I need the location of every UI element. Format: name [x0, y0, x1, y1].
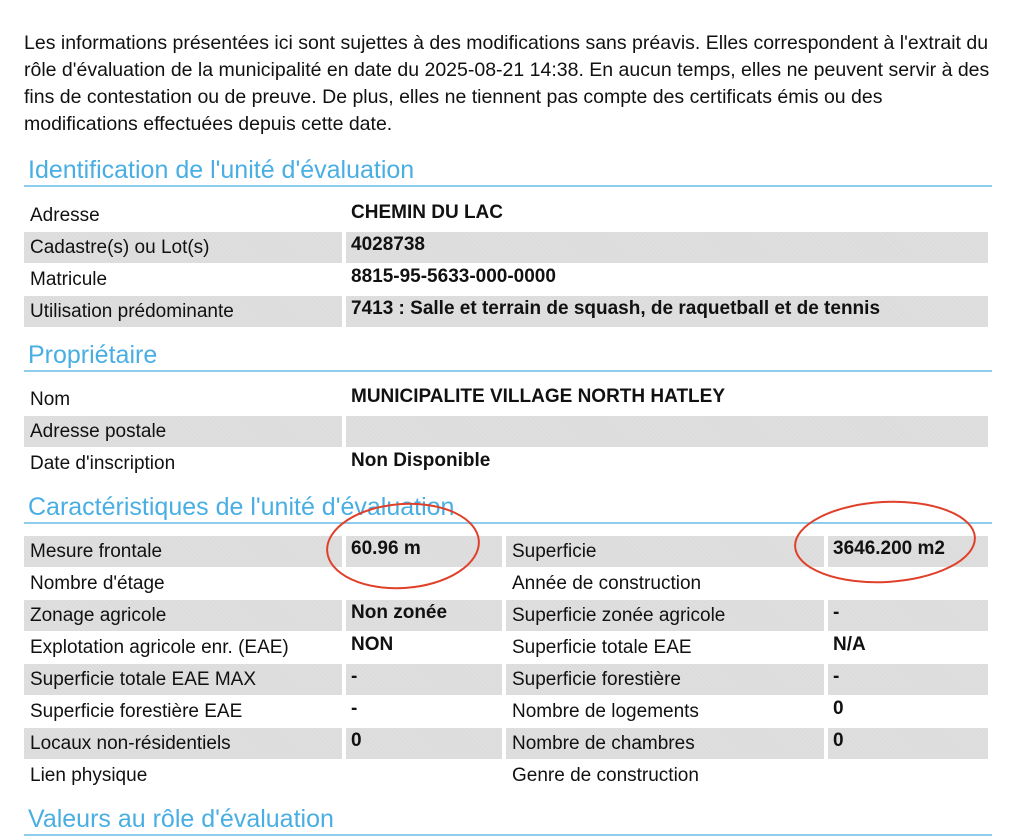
field-value	[346, 416, 988, 447]
field-value: Non zonée	[346, 600, 502, 631]
field-value	[346, 568, 502, 599]
table-row	[24, 416, 988, 447]
field-label: Explotation agricole enr. (EAE)	[30, 637, 289, 658]
disclaimer-text: Les informations présentées ici sont sujettes à des modifications sans préavis. Elles correspondent à l'extrait du rôle d'évaluation de la municipalité en date du 2025-08-21 14:38. En aucun temps, elles ne peuvent servir à des fins de contestation ou de preuve. De plus, elles ne tiennent pas compte des certificats émis ou des modifications effectuées depuis cette date.	[24, 32, 990, 135]
field-value: -	[351, 698, 358, 719]
section-title-caracteristiques: Caractéristiques de l'unité d'évaluation	[24, 492, 992, 524]
field-label: Superficie totale EAE	[512, 637, 692, 658]
table-row	[24, 232, 988, 263]
field-value: 3646.200 m2	[828, 536, 988, 567]
section-title-valeurs: Valeurs au rôle d'évaluation	[24, 804, 992, 836]
field-label: Superficie forestière EAE	[30, 701, 243, 722]
field-value: -	[828, 600, 988, 631]
field-label: Genre de construction	[512, 765, 699, 786]
field-label: Année de construction	[512, 573, 702, 594]
field-value	[828, 568, 988, 599]
field-value: 0	[833, 698, 844, 719]
field-value: Non Disponible	[351, 450, 491, 471]
table-row	[24, 632, 988, 663]
field-label: Date d'inscription	[30, 453, 176, 474]
table-row	[24, 760, 988, 791]
section-title-proprietaire: Propriétaire	[24, 340, 992, 372]
table-row	[24, 448, 988, 479]
field-label: Superficie forestière	[506, 664, 824, 695]
table-row	[24, 536, 988, 567]
field-label: Superficie	[506, 536, 824, 567]
table-row	[24, 664, 988, 695]
field-value: N/A	[833, 634, 866, 655]
table-row	[24, 264, 988, 295]
field-label: Utilisation prédominante	[24, 296, 342, 327]
field-value: 4028738	[346, 232, 988, 263]
table-row	[24, 696, 988, 727]
field-label: Locaux non-résidentiels	[24, 728, 342, 759]
field-label: Zonage agricole	[24, 600, 342, 631]
table-row	[24, 568, 988, 599]
field-label: Adresse postale	[24, 416, 342, 447]
field-value: 60.96 m	[346, 536, 502, 567]
field-label: Cadastre(s) ou Lot(s)	[24, 232, 342, 263]
field-value: MUNICIPALITE VILLAGE NORTH HATLEY	[351, 386, 726, 407]
field-value: NON	[351, 634, 394, 655]
table-row	[24, 384, 988, 415]
field-value: 0	[346, 728, 502, 759]
field-label: Nombre d'étage	[30, 573, 165, 594]
field-value: 8815-95-5633-000-0000	[351, 266, 556, 287]
field-value: -	[346, 664, 502, 695]
field-label: Adresse	[30, 205, 100, 226]
field-label: Matricule	[30, 269, 108, 290]
section-title-identification: Identification de l'unité d'évaluation	[24, 155, 992, 187]
field-label: Nombre de chambres	[506, 728, 824, 759]
field-value: 0	[828, 728, 988, 759]
field-value	[346, 760, 502, 791]
field-value	[828, 760, 988, 791]
field-label: Nom	[30, 389, 71, 410]
table-row	[24, 200, 988, 231]
table-row	[24, 600, 988, 631]
field-value: CHEMIN DU LAC	[351, 202, 503, 223]
field-label: Nombre de logements	[512, 701, 699, 722]
field-label: Superficie totale EAE MAX	[24, 664, 342, 695]
field-value: -	[828, 664, 988, 695]
table-row	[24, 296, 988, 327]
field-label: Superficie zonée agricole	[506, 600, 824, 631]
field-value: 7413 : Salle et terrain de squash, de raquetball et de tennis	[346, 296, 988, 327]
field-label: Lien physique	[30, 765, 148, 786]
field-label: Mesure frontale	[24, 536, 342, 567]
table-row	[24, 728, 988, 759]
